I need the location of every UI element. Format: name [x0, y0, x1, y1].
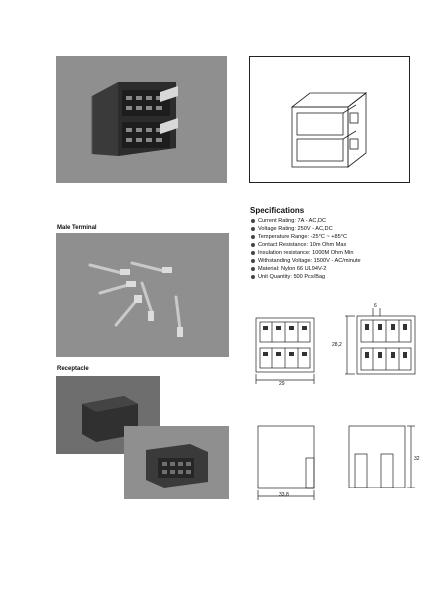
end-view-drawing: [343, 418, 423, 488]
terminal-pins-illustration: [56, 233, 229, 357]
spec-item: Unit Quantity: 500 Pcs/Bag: [250, 273, 361, 281]
housing-drawing-frame: [249, 56, 410, 183]
spec-item: Temperature Range: -25°C ~ +85°C: [250, 233, 361, 241]
depth-dimension: 33,8: [279, 492, 289, 498]
front-view-drawing: [250, 312, 320, 392]
specifications-list: [250, 217, 361, 281]
side-height-dimension: 32: [414, 456, 420, 462]
receptacle-photo-bottom: [124, 426, 229, 499]
housing-photo: [56, 56, 227, 183]
male-terminal-label: Male Terminal: [57, 225, 97, 231]
spec-item: Withstanding Voltage: 1500V - AC/minute: [250, 257, 361, 265]
spec-item: Current Rating: 7A - AC,DC: [250, 217, 361, 225]
spec-item: Voltage Rating: 250V - AC,DC: [250, 225, 361, 233]
housing-illustration: [56, 56, 227, 183]
pitch-dimension: 6: [374, 303, 377, 309]
receptacle-label: Receptacle: [57, 366, 89, 372]
rear-view-drawing: [343, 306, 423, 378]
height-dimension: 28,2: [332, 342, 342, 348]
width-dimension: 29: [279, 381, 285, 387]
housing-line-drawing: [250, 57, 411, 184]
receptacle-block-bottom: [124, 426, 229, 499]
specifications-title: Specifications: [250, 206, 305, 215]
male-terminal-photo: [56, 233, 229, 357]
spec-item: Insulation resistance: 1000M Ohm Min: [250, 249, 361, 257]
spec-item: Material: Nylon 66 UL94V-2: [250, 265, 361, 273]
spec-item: Contact Resistance: 10m Ohm Max: [250, 241, 361, 249]
